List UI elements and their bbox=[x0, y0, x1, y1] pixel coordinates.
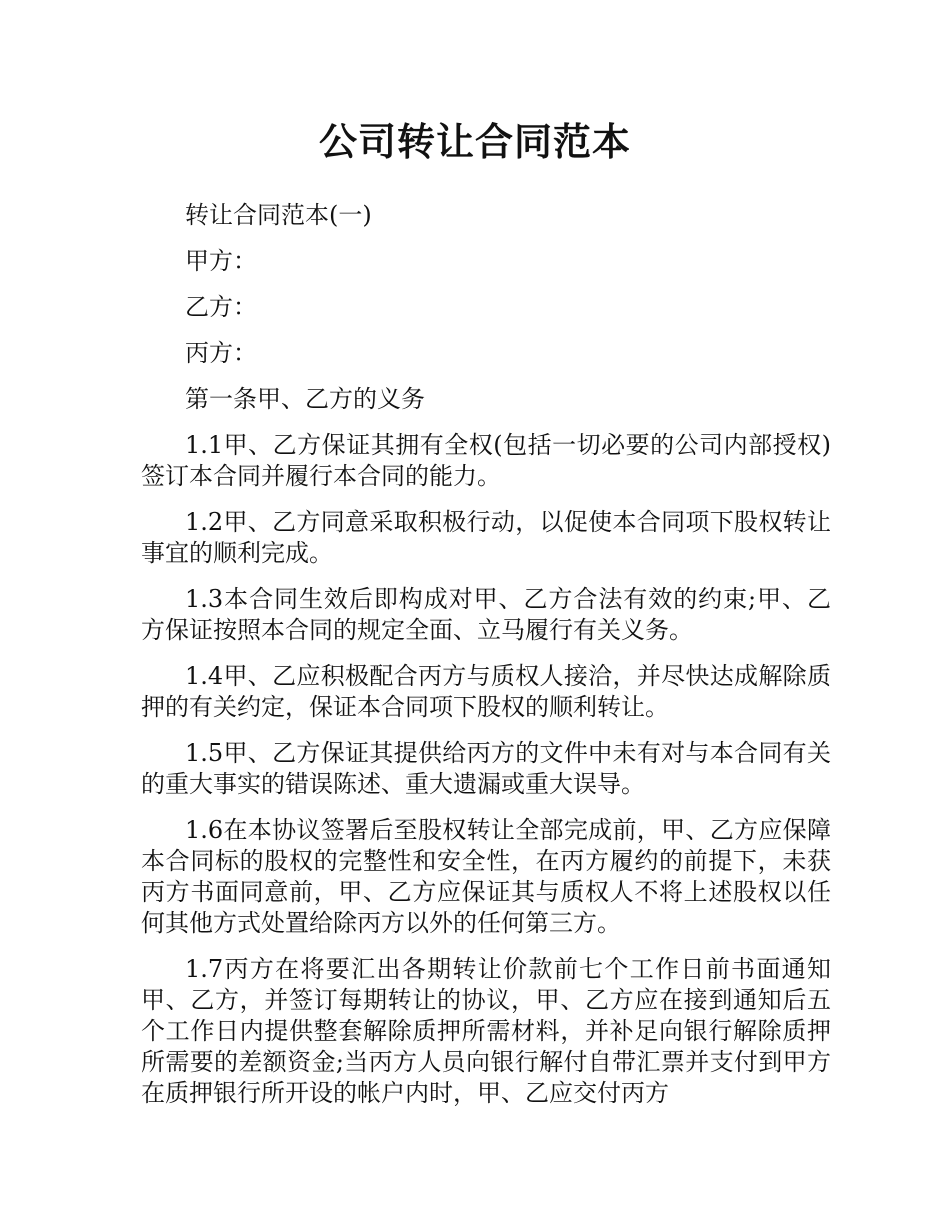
clause-1-5: 1.5甲、乙方保证其提供给丙方的文件中未有对与本合同有关的重大事实的错误陈述、重大遗漏或重大误导。 bbox=[141, 739, 831, 798]
party-c-label: 丙方： bbox=[185, 339, 257, 367]
clause-1-6: 1.6在本协议签署后至股权转让全部完成前，甲、乙方应保障本合同标的股权的完整性和安全性，在丙方履约的前提下，未获丙方书面同意前，甲、乙方应保证其与质权人不将上述股权以任何其他方式处置给除丙方以外的任何第三方。 bbox=[141, 816, 831, 937]
clause-1-2: 1.2甲、乙方同意采取积极行动，以促使本合同项下股权转让事宜的顺利完成。 bbox=[141, 508, 831, 567]
party-b-label: 乙方： bbox=[185, 293, 257, 321]
clause-1-1: 1.1甲、乙方保证其拥有全权(包括一切必要的公司内部授权)签订本合同并履行本合同的能力。 bbox=[141, 431, 831, 490]
clause-1-3: 1.3本合同生效后即构成对甲、乙方合法有效的约束;甲、乙方保证按照本合同的规定全面、立马履行有关义务。 bbox=[141, 585, 831, 644]
document-title: 公司转让合同范本 bbox=[318, 120, 631, 164]
party-a-label: 甲方： bbox=[185, 247, 257, 275]
document-body bbox=[141, 200, 831, 1124]
clause-1-4: 1.4甲、乙应积极配合丙方与质权人接洽，并尽快达成解除质押的有关约定，保证本合同项下股权的顺利转让。 bbox=[141, 662, 831, 721]
contract-subtitle: 转让合同范本(一) bbox=[185, 201, 372, 229]
article-one-heading: 第一条甲、乙方的义务 bbox=[185, 385, 425, 413]
clause-1-7: 1.7丙方在将要汇出各期转让价款前七个工作日前书面通知甲、乙方，并签订每期转让的协议，甲、乙方应在接到通知后五个工作日内提供整套解除质押所需材料，并补足向银行解除质押所需要的差额资金;当丙方人员向银行解付自带汇票并支付到甲方在质押银行所开设的帐户内时，甲、乙应交付丙方 bbox=[141, 955, 831, 1107]
